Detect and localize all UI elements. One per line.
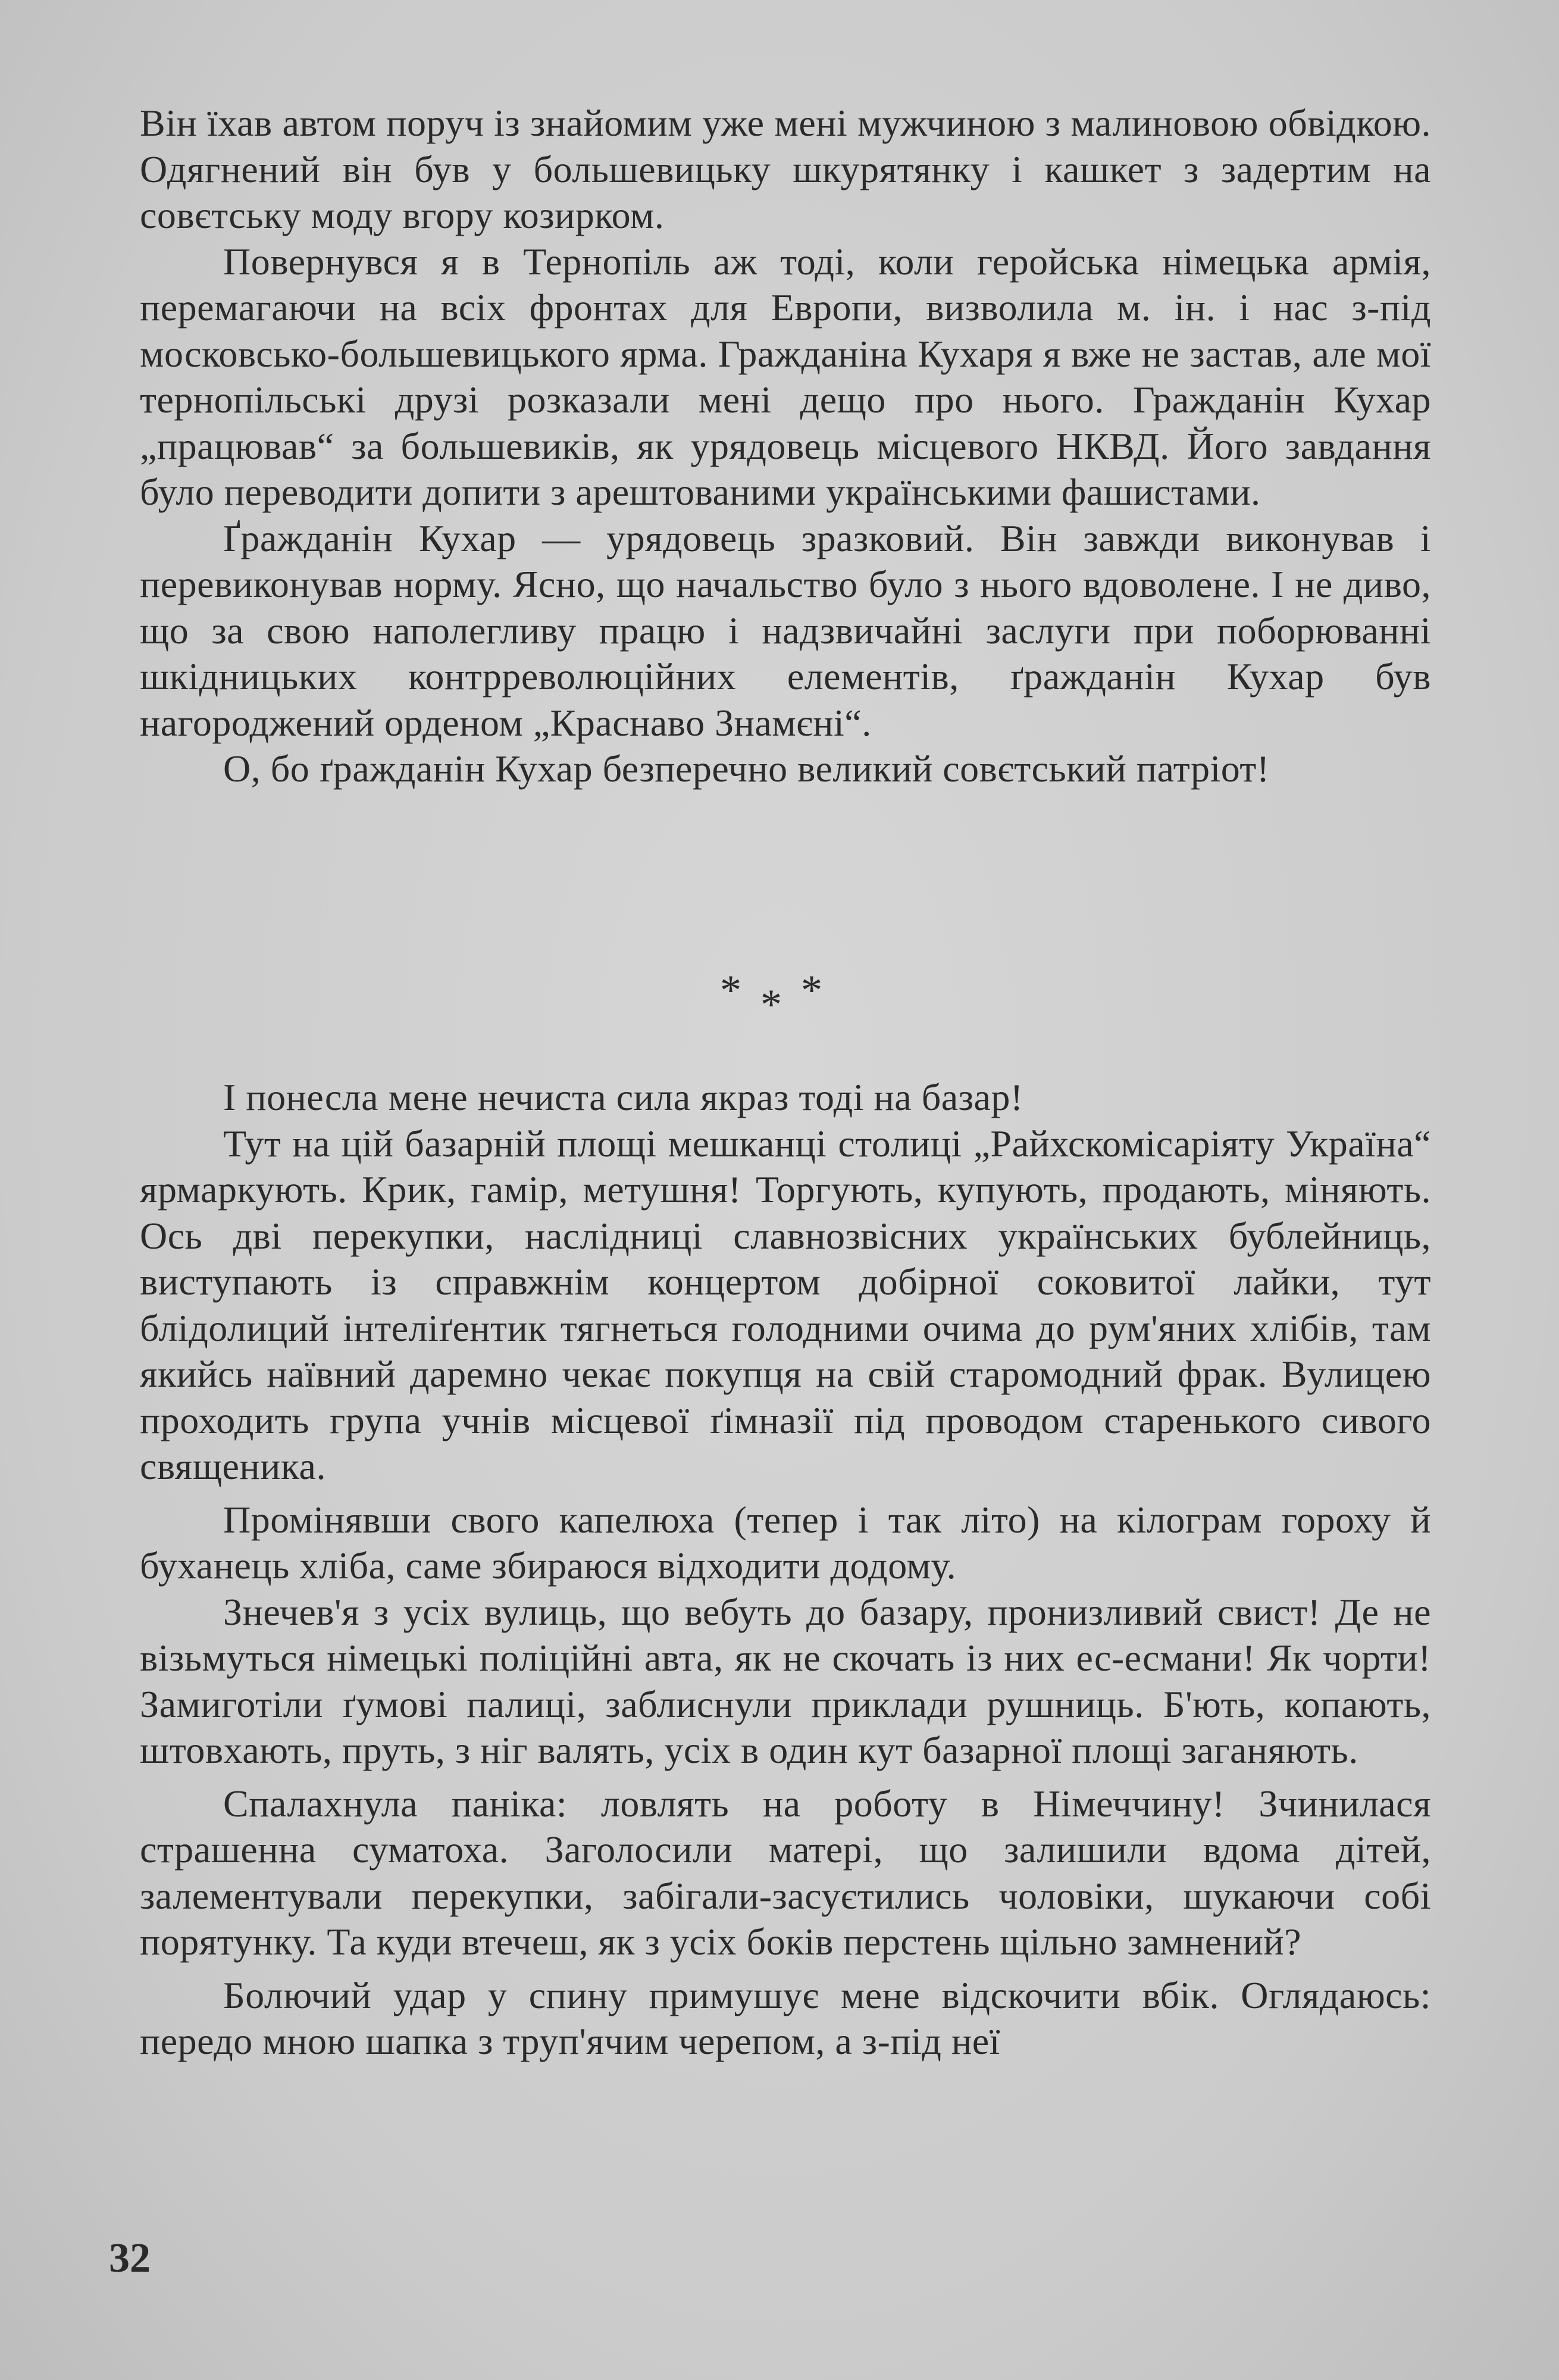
paragraph: Тут на цій базарній площі мешканці столиці „Райхскомісаріяту Україна“ ярмаркують. Крик, гамір, метушня! Торгують, купують, продають, міняють. Ось дві перекупки, наслідниці славнозвісних українських бублейниць, виступають із справжнім концертом добірної соковитої лайки, тут блідолиций інтеліґентик тягнеться голодними очима до рум'яних хлібів, там якийсь наївний даремно чекає покупця на свій старомодний фрак. Вулицею проходить група учнів місцевої ґімназії під проводом старенького сивого священика. <box>140 1122 1431 1487</box>
paragraph: Він їхав автом поруч із знайомим уже мені мужчиною з малиновою обвідкою. Одягнений він був у большевицьку шкурятянку і кашкет з задертим на совєтську моду вгору козирком. <box>140 102 1431 236</box>
paragraph: Ґражданін Кухар — урядовець зразковий. Він завжди виконував і перевиконував норму. Ясно, що начальство було з нього вдоволене. І не диво, що за свою наполегливу працю і надзвичайні заслуги при поборюванні шкідницьких контрреволюційних елементів, ґражданін Кухар був нагороджений орденом „Краснаво Знамєні“. <box>140 517 1431 744</box>
paragraph: Знечев'я з усіх вулиць, що вебуть до базару, пронизливий свист! Де не візьмуться німецькі поліційні авта, як не скочать із них ес-есмани! Як чорти! Замиготіли ґумові палиці, заблиснули приклади рушниць. Б'ють, копають, штовхають, пруть, з ніг валять, усіх в один кут базарної площі заганяють. <box>140 1590 1431 1771</box>
separator-star: * <box>760 981 782 1028</box>
paragraph: І понесла мене нечиста сила якраз тоді на базар! <box>223 1076 1023 1118</box>
section-separator <box>684 969 839 1028</box>
separator-star: * <box>801 967 822 1014</box>
text-section-2 <box>140 1074 1431 2065</box>
page-number: 32 <box>109 2235 151 2281</box>
separator-star: * <box>720 967 741 1014</box>
paragraph: О, бо ґражданін Кухар безперечно великий совєтський патріот! <box>223 748 1270 790</box>
paragraph: Болючий удар у спину примушує мене відскочити вбік. Оглядаюсь: передо мною шапка з труп'ячим черепом, а з-під неї <box>140 1974 1431 2062</box>
text-section-1 <box>140 100 1431 792</box>
paragraph: Спалахнула паніка: ловлять на роботу в Німеччину! Зчинилася страшенна суматоха. Заголосили матері, що залишили вдома дітей, залементували перекупки, забігали-засуєтились чоловіки, шукаючи собі порятунку. Та куди втечеш, як з усіх боків перстень щільно замнений? <box>140 1782 1431 1963</box>
paragraph: Повернувся я в Тернопіль аж тоді, коли геройська німецька армія, перемагаючи на всіх фронтах для Европи, визволила м. ін. і нас з-під московсько-большевицького ярма. Гражданіна Кухаря я вже не застав, але мої тернопільські друзі розказали мені дещо про нього. Гражданін Кухар „працював“ за большевиків, як урядовець місцевого НКВД. Його завдання було переводити допити з арештованими українськими фашистами. <box>140 240 1431 513</box>
paragraph: Промінявши свого капелюха (тепер і так літо) на кілограм гороху й буханець хліба, саме збираюся відходити додому. <box>140 1498 1431 1587</box>
